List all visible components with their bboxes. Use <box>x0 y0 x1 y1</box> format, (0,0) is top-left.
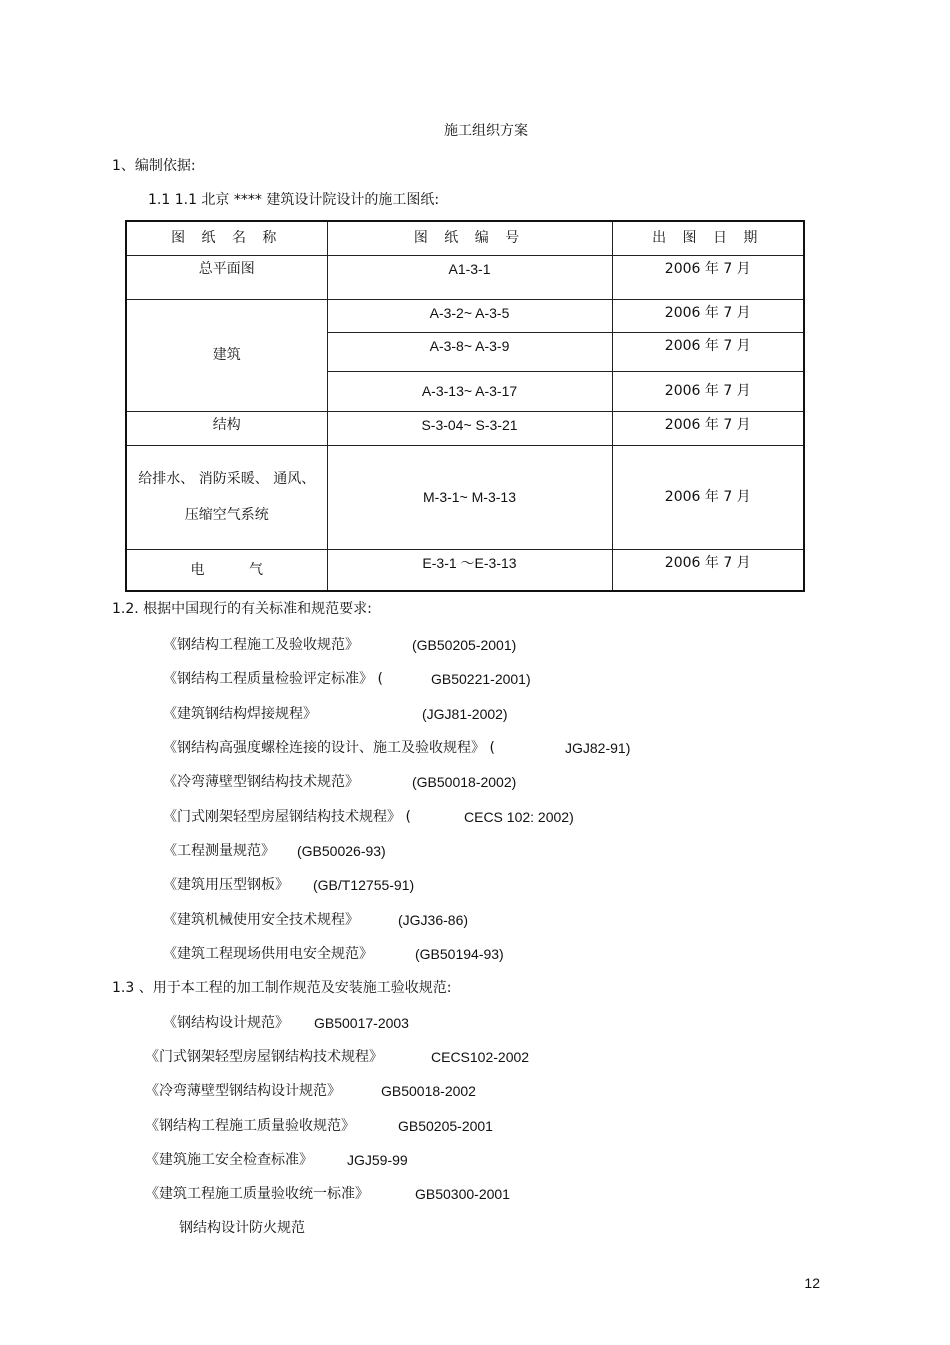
standard-code: GB50018-2002 <box>381 1083 476 1099</box>
section-heading-1: 1、编制依据: <box>112 158 196 174</box>
page-number: 12 <box>804 1275 820 1291</box>
table-cell-code: A-3-8~ A-3-9 <box>327 332 612 371</box>
table-header-date: 出 图 日 期 <box>612 221 804 255</box>
section-heading-1-3: 1.3 、用于本工程的加工制作规范及安装施工验收规范: <box>112 980 452 996</box>
standard-code: (JGJ81-2002) <box>422 706 508 722</box>
table-cell-date: 2006 年 7 月 <box>612 255 804 299</box>
table-header-name: 图 纸 名 称 <box>126 221 327 255</box>
standard-code: JGJ59-99 <box>347 1152 408 1168</box>
table-cell-date: 2006 年 7 月 <box>612 332 804 371</box>
standard-name: 《建筑工程施工质量验收统一标准》 <box>145 1186 369 1202</box>
table-cell-name-line1: 给排水、 消防采暖、 通风、 <box>138 471 316 487</box>
standard-name: 《工程测量规范》 <box>163 843 275 859</box>
last-line-text: 钢结构设计防火规范 <box>179 1220 305 1236</box>
standard-name: 《门式刚架轻型房屋钢结构技术规程》 ( <box>163 809 411 825</box>
standard-code: GB50221-2001) <box>431 671 531 687</box>
table-cell-name: 建筑 <box>126 299 327 411</box>
page-title: 施工组织方案 <box>444 123 528 139</box>
table-cell-date: 2006 年 7 月 <box>612 411 804 445</box>
table-cell-date: 2006 年 7 月 <box>612 371 804 411</box>
standard-name: 《建筑钢结构焊接规程》 <box>163 706 317 722</box>
table-row <box>126 299 804 332</box>
standard-code: (GB50026-93) <box>297 843 386 859</box>
standard-name: 《钢结构工程施工质量验收规范》 <box>145 1118 355 1134</box>
drawings-table <box>125 220 805 592</box>
table-row <box>126 549 804 591</box>
table-cell-name-line2: 压缩空气系统 <box>184 507 269 523</box>
table-cell-code: A1-3-1 <box>327 255 612 299</box>
standard-name: 《钢结构工程质量检验评定标准》 ( <box>163 671 383 687</box>
table-cell-date: 2006 年 7 月 <box>612 445 804 549</box>
table-header-code: 图 纸 编 号 <box>327 221 612 255</box>
standard-name: 《门式钢架轻型房屋钢结构技术规程》 <box>145 1049 383 1065</box>
table-header-row <box>126 221 804 255</box>
standard-name: 《建筑用压型钢板》 <box>163 877 289 893</box>
table-cell-code: A-3-13~ A-3-17 <box>327 371 612 411</box>
standard-name: 《建筑施工安全检查标准》 <box>145 1152 313 1168</box>
section-heading-1-1: 1.1 1.1 北京 **** 建筑设计院设计的施工图纸: <box>148 192 440 208</box>
standard-name: 《钢结构高强度螺栓连接的设计、施工及验收规程》 ( <box>163 740 495 756</box>
standard-name: 《冷弯薄壁型钢结构技术规范》 <box>163 774 359 790</box>
standard-code: GB50205-2001 <box>398 1118 493 1134</box>
standard-code: (GB50205-2001) <box>412 637 517 653</box>
standard-code: (GB50194-93) <box>415 946 504 962</box>
standard-code: GB50017-2003 <box>314 1015 409 1031</box>
standard-code: CECS 102: 2002) <box>464 809 574 825</box>
standard-code: JGJ82-91) <box>565 740 631 756</box>
table-cell-name: 结构 <box>126 411 327 445</box>
table-cell-code: A-3-2~ A-3-5 <box>327 299 612 332</box>
table-row <box>126 411 804 445</box>
standard-code: CECS102-2002 <box>431 1049 530 1065</box>
table-cell-code: M-3-1~ M-3-13 <box>327 445 612 549</box>
table-cell-date: 2006 年 7 月 <box>612 549 804 591</box>
table-cell-code: S-3-04~ S-3-21 <box>327 411 612 445</box>
table-cell-date: 2006 年 7 月 <box>612 299 804 332</box>
standard-code: (JGJ36-86) <box>398 912 469 928</box>
standard-code: (GB/T12755-91) <box>313 877 415 893</box>
standard-code: (GB50018-2002) <box>412 774 517 790</box>
table-cell-name: 总平面图 <box>126 255 327 299</box>
table-cell-code: E-3-1 ～E-3-13 <box>327 549 612 591</box>
standard-name: 《钢结构设计规范》 <box>163 1015 289 1031</box>
table-cell-name <box>126 445 327 549</box>
table-row <box>126 445 804 549</box>
standard-name: 《建筑机械使用安全技术规程》 <box>163 912 359 928</box>
standard-name: 《建筑工程现场供用电安全规范》 <box>163 946 373 962</box>
standard-code: GB50300-2001 <box>415 1186 510 1202</box>
standard-name: 《钢结构工程施工及验收规范》 <box>163 637 359 653</box>
table-row <box>126 255 804 299</box>
table-cell-name: 电 气 <box>126 549 327 591</box>
section-heading-1-2: 1.2. 根据中国现行的有关标准和规范要求: <box>112 601 372 617</box>
standard-name: 《冷弯薄壁型钢结构设计规范》 <box>145 1083 341 1099</box>
